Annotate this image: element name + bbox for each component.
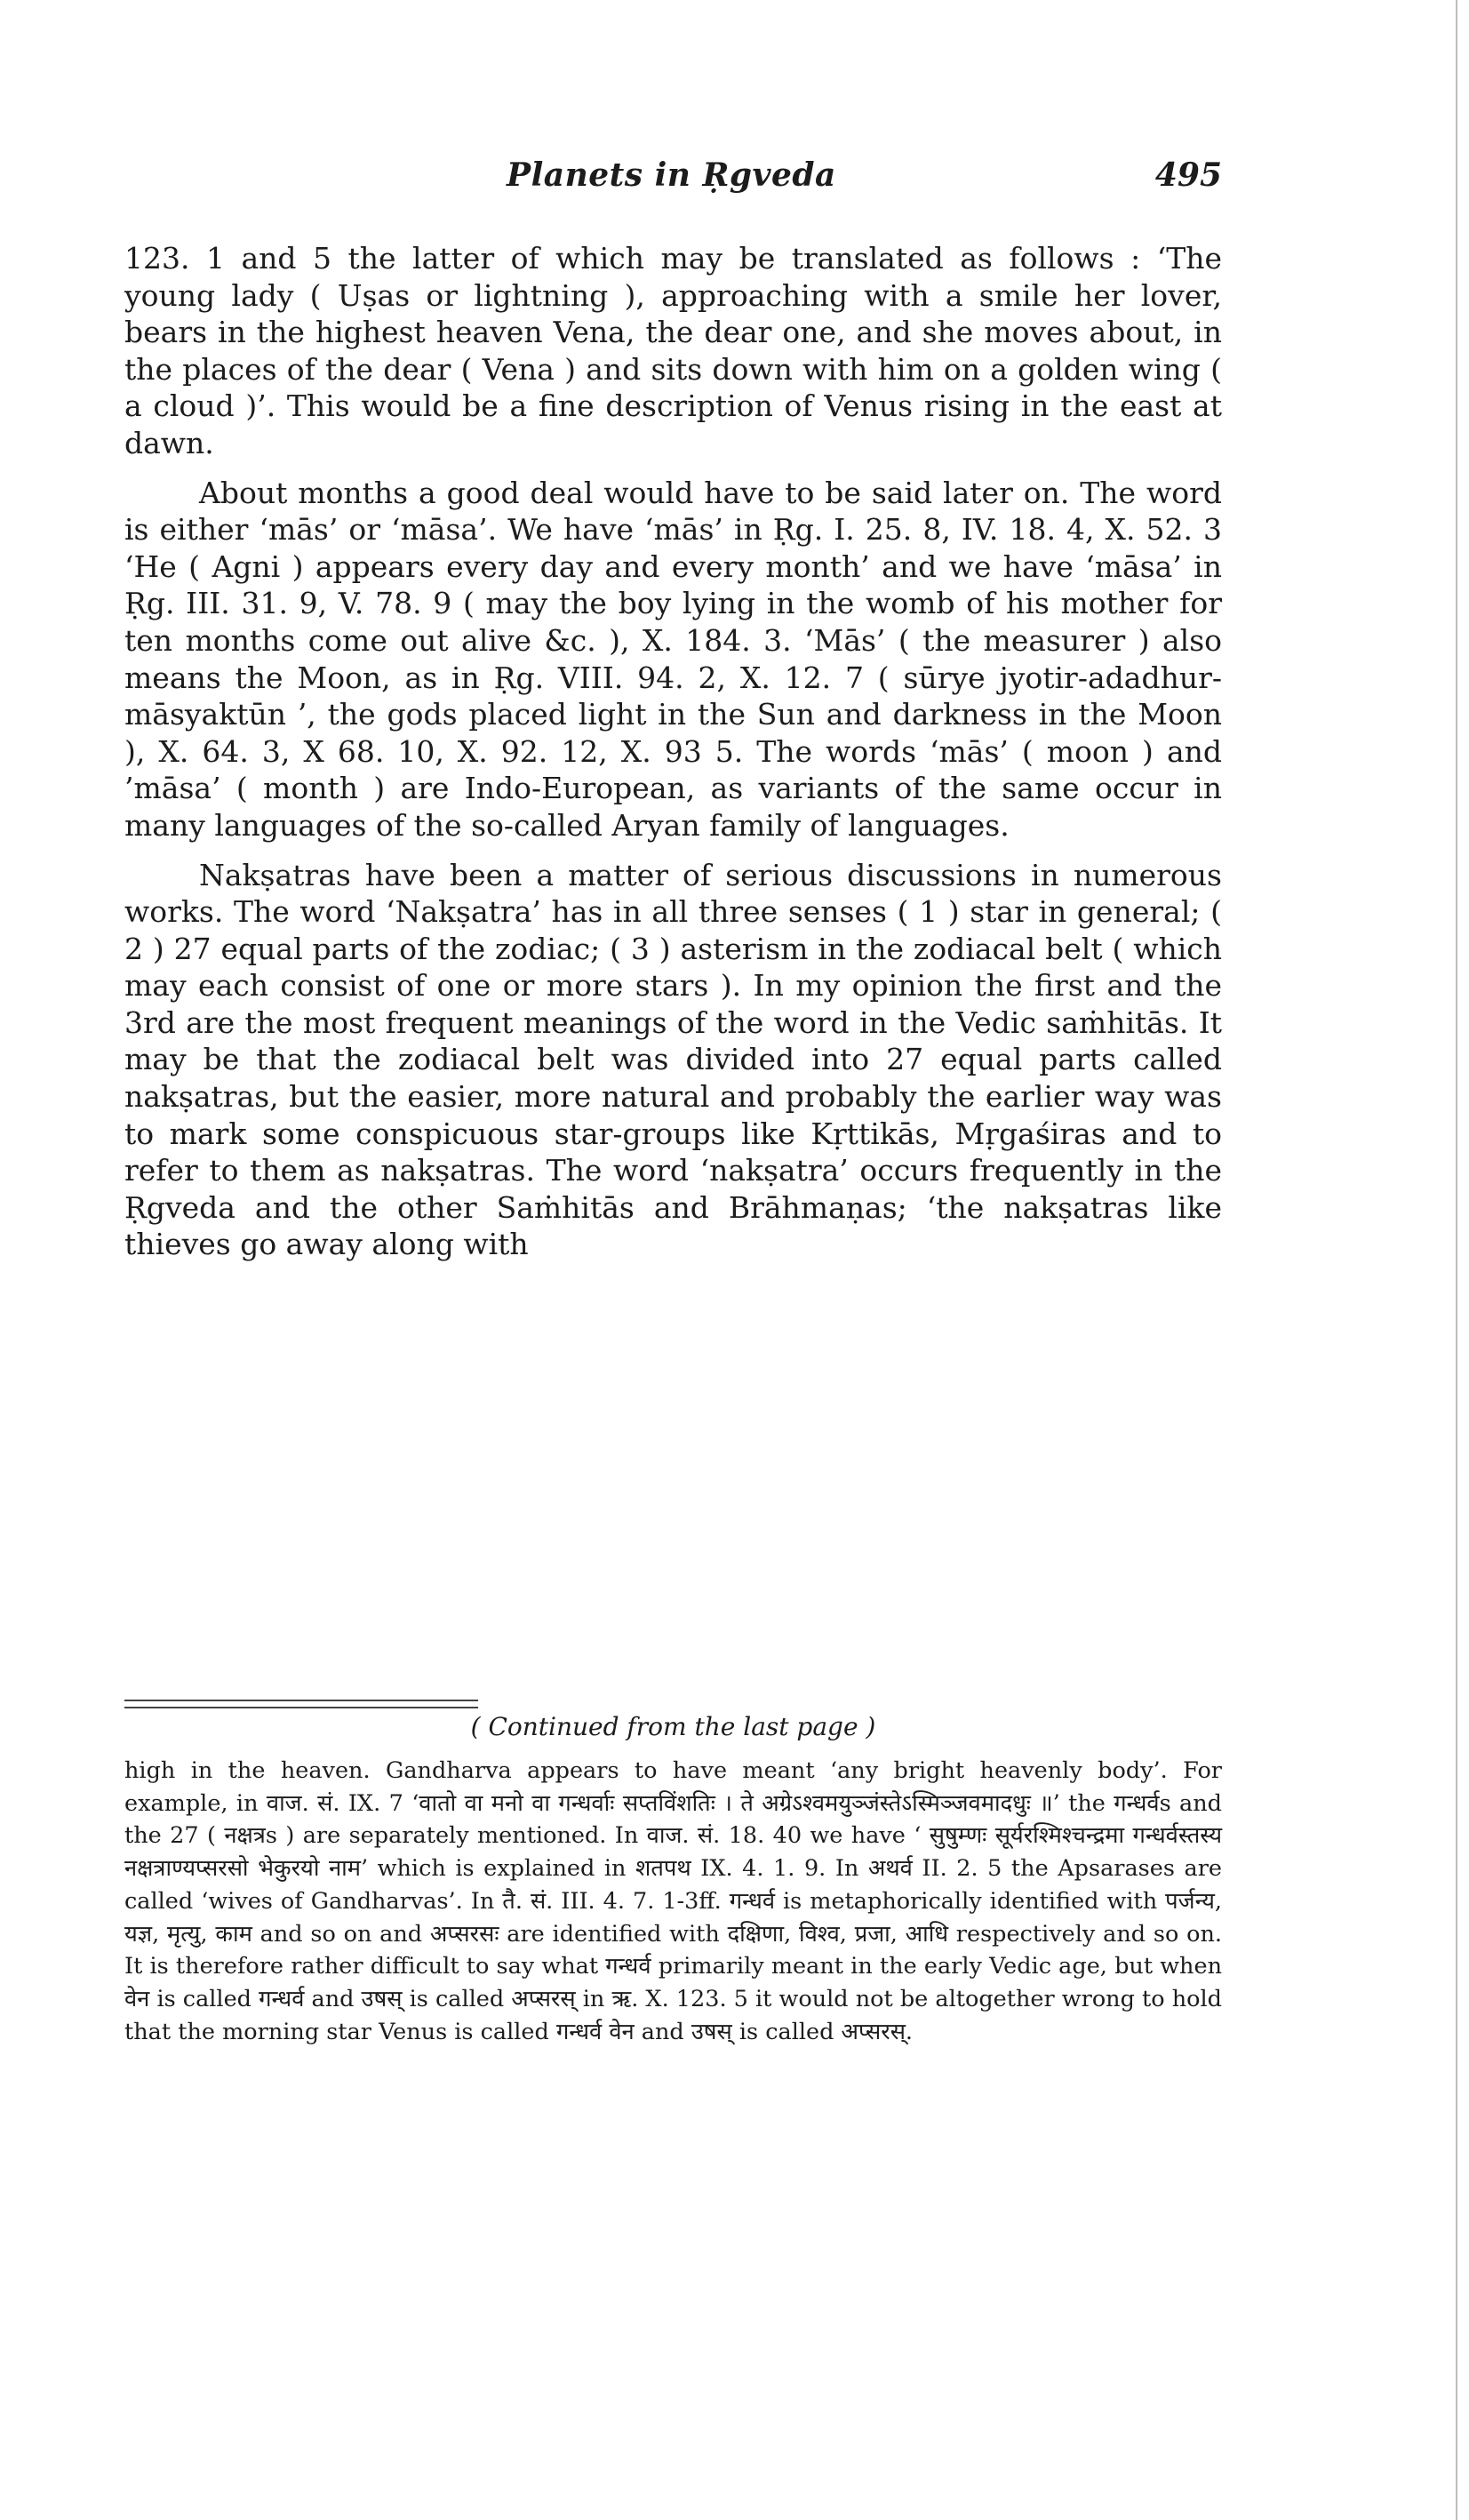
paragraph-months: About months a good deal would have to be said later on. The word is either ‘mās’ or ‘māsa’. We have ‘mās’ in Ṛg. I. 25. 8, IV. 18. 4, X. 52. 3 ‘He ( Agni ) appears every day and every month’ and we have ‘māsa’ in Ṛg. III. 31. 9, V. 78. 9 ( may the boy lying in the womb of his mother for ten months come out alive &c. ), X. 184. 3. ‘Mās’ ( the measurer ) also means the Moon, as in Ṛg. VIII. 94. 2, X. 12. 7 ( sūrye jyotir-adadhur-māsyaktūn ’, the gods placed light in the Sun and darkness in the Moon ), X. 64. 3, X 68. 10, X. 92. 12, X. 93 5. The words ‘mās’ ( moon ) and ’māsa’ ( month ) are Indo-European, as variants of the same occur in many languages of the so-called Aryan family of languages. (124, 475, 1222, 843)
running-head: Planets in Ṛgveda (507, 156, 836, 194)
footnote-continued-label: ( Continued from the last page ) (470, 1712, 876, 1741)
paragraph-nakshatras: Nakṣatras have been a matter of serious discussions in numerous works. The word ‘Nakṣatra’ has in all three senses ( 1 ) star in general; ( 2 ) 27 equal parts of the zodiac; ( 3 ) asterism in the zodiacal belt ( which may each consist of one or more stars ). In my opinion the first and the 3rd are the most frequent meanings of the word in the Vedic saṁhitās. It may be that the zodiacal belt was divided into 27 equal parts called nakṣatras, but the easier, more natural and probably the earlier way was to mark some conspicuous star-groups like Kṛttikās, Mṛgaśiras and to refer to them as nakṣatras. The word ‘nakṣatra’ occurs frequently in the Ṛgveda and the other Saṁhitās and Brāhmaṇas; ‘the nakṣatras like thieves go away along with (124, 857, 1222, 1262)
page-edge-rule (1456, 0, 1457, 2520)
main-text (124, 240, 1222, 1276)
footnote (124, 1755, 1222, 2048)
footnote-text: high in the heaven. Gandharva appears to have meant ‘any bright heavenly body’. For example, in वाज. सं. IX. 7 ‘वातो वा मनो वा गन्धर्वाः सप्तविंशतिः । ते अग्रेऽश्वमयुञ्जंस्तेऽस्मिञ्जवमादधुः ॥’ the गन्धर्वs and the 27 ( नक्षत्रs ) are separately mentioned. In वाज. सं. 18. 40 we have ‘ सुषुम्णः सूर्यरश्मिश्चन्द्रमा गन्धर्वस्तस्य नक्षत्राण्यप्सरसो भेकुरयो नाम’ which is explained in शतपथ IX. 4. 1. 9. In अथर्व II. 2. 5 the Apsarases are called ‘wives of Gandharvas’. In तै. सं. III. 4. 7. 1-3ff. गन्धर्व is metaphorically identified with पर्जन्य, यज्ञ, मृत्यु, काम and so on and अप्सरसः are identified with दक्षिणा, विश्व, प्रजा, आधि respectively and so on. It is therefore rather difficult to say what गन्धर्व primarily meant in the early Vedic age, but when वेन is called गन्धर्व and उषस् is called अप्सरस् in ऋ. X. 123. 5 it would not be altogether wrong to hold that the morning star Venus is called गन्धर्व वेन and उषस् is called अप्सरस्. (124, 1757, 1222, 2045)
paragraph-continuation: 123. 1 and 5 the latter of which may be translated as follows : ‘The young lady ( Uṣas or lightning ), approaching with a smile her lover, bears in the highest heaven Vena, the dear one, and she moves about, in the places of the dear ( Vena ) and sits down with him on a golden wing ( a cloud )’. This would be a fine description of Venus rising in the east at dawn. (124, 241, 1222, 460)
page-header (124, 149, 1222, 203)
footnote-rule (124, 1700, 478, 1708)
page-number: 495 (1154, 156, 1222, 194)
